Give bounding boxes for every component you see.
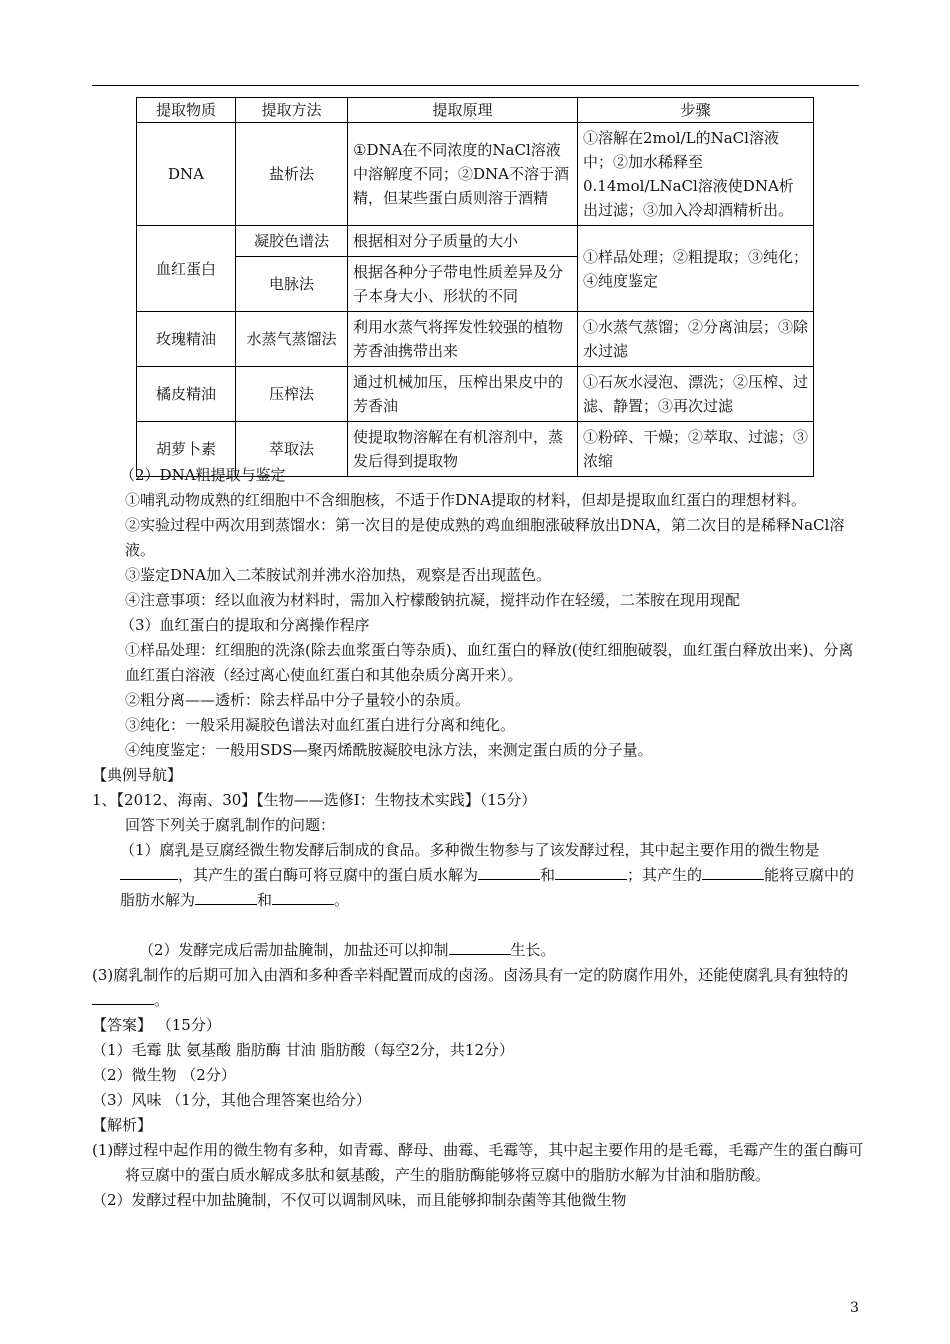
cell-substance-hemoglobin: 血红蛋白 (137, 226, 236, 312)
table-header-row (137, 98, 814, 123)
answer-2: （2）微生物 （2分） (92, 1066, 236, 1084)
answer-blank[interactable] (92, 988, 154, 1005)
q1-text-c: 和 (540, 866, 556, 884)
example-heading: 【典例导航】 (92, 766, 183, 784)
page-number: 3 (850, 1300, 859, 1316)
q1-text-f: 和 (257, 891, 273, 909)
analysis-1: (1)酵过程中起作用的微生物有多种，如青霉、酵母、曲霉、毛霉等，其中起主要作用的是毛霉，毛霉产生的蛋白酶可将豆腐中的蛋白质水解成多肽和氨基酸，产生的脂肪酶能够将豆腐中的脂肪水解为甘油和脂肪酸。 (92, 1141, 864, 1184)
cell-substance-dna: DNA (137, 123, 236, 226)
answer-blank[interactable] (587, 863, 627, 880)
cell-substance-orange: 橘皮精油 (137, 367, 236, 422)
dna-point-3: ③鉴定DNA加入二苯胺试剂并沸水浴加热，观察是否出现蓝色。 (125, 566, 551, 584)
dna-point-1: ①哺乳动物成熟的红细胞中不含细胞核，不适于作DNA提取的材料，但却是提取血红蛋白的理想材料。 (125, 491, 806, 509)
dna-point-4: ④注意事项：经以血液为材料时，需加入柠檬酸钠抗凝，搅拌动作在轻缓，二苯胺在现用现配 (125, 591, 741, 609)
cell-steps-orange: ①石灰水浸泡、漂洗；②压榨、过滤、静置；③再次过滤 (578, 367, 814, 422)
cell-principle-gel: 根据相对分子质量的大小 (348, 226, 578, 257)
cell-method-gel: 凝胶色谱法 (236, 226, 348, 257)
analysis-heading: 【解析】 (92, 1116, 153, 1134)
hb-point-3: ③纯化：一般采用凝胶色谱法对血红蛋白进行分离和纯化。 (125, 716, 516, 734)
answer-blank[interactable] (702, 863, 764, 880)
cell-steps-dna: ①溶解在2mol/L的NaCl溶液中；②加水稀释至0.14mol/LNaCl溶液使DNA析出过滤；③加入冷却酒精析出。 (578, 123, 814, 226)
question-1 (92, 838, 867, 913)
cell-steps-rose: ①水蒸气蒸馏；②分离油层；③除水过滤 (578, 312, 814, 367)
section-heading-dna: （2）DNA粗提取与鉴定 (120, 466, 286, 484)
q1-text-e: 能将豆腐中的脂肪水解为 (120, 866, 855, 909)
header-principle: 提取原理 (348, 98, 578, 123)
answer-3: （3）风味 （1分，其他合理答案也给分） (92, 1091, 371, 1109)
body-text (92, 463, 867, 1213)
hb-point-4: ④纯度鉴定：一般用SDS—聚丙烯酰胺凝胶电泳方法，来测定蛋白质的分子量。 (125, 741, 653, 759)
hb-point-1: ①样品处理：红细胞的洗涤(除去血浆蛋白等杂质)、血红蛋白的释放(使红细胞破裂，血红蛋白释放出来)、分离血红蛋白溶液（经过离心使血红蛋白和其他杂质分离开来）。 (125, 641, 854, 684)
cell-method-rose: 水蒸气蒸馏法 (236, 312, 348, 367)
table-row (137, 312, 814, 367)
question-source: 1、【2012、海南、30】【生物——选修I：生物技术实践】（15分） (92, 791, 537, 809)
header-substance: 提取物质 (137, 98, 236, 123)
table-row (137, 367, 814, 422)
answer-heading: 【答案】 （15分） (92, 1016, 221, 1034)
q2-text-a: （2）发酵完成后需加盐腌制，加盐还可以抑制 (139, 941, 449, 959)
answer-blank[interactable] (449, 938, 511, 955)
cell-method-carotene: 萃取法 (236, 422, 348, 477)
cell-steps-hemoglobin: ①样品处理；②粗提取；③纯化；④纯度鉴定 (578, 226, 814, 312)
answer-blank[interactable] (272, 888, 334, 905)
cell-method-orange: 压榨法 (236, 367, 348, 422)
cell-method-electro: 电脉法 (236, 257, 348, 312)
answer-1: （1）毛霉 肽 氨基酸 脂肪酶 甘油 脂肪酸（每空2分，共12分） (92, 1041, 515, 1059)
answer-blank[interactable] (478, 863, 540, 880)
dna-point-2: ②实验过程中两次用到蒸馏水：第一次目的是使成熟的鸡血细胞涨破释放出DNA，第二次目的是稀释NaCl溶液。 (125, 516, 845, 559)
cell-principle-dna: ①DNA在不同浓度的NaCl溶液中溶解度不同；②DNA不溶于酒精，但某些蛋白质则溶于酒精 (348, 123, 578, 226)
cell-principle-rose: 利用水蒸气将挥发性较强的植物芳香油携带出来 (348, 312, 578, 367)
answer-blank[interactable] (195, 888, 257, 905)
answer-blank[interactable] (555, 863, 587, 880)
cell-method-dna: 盐析法 (236, 123, 348, 226)
q3-text-a: (3)腐乳制作的后期可加入由酒和多种香辛料配置而成的卤汤。卤汤具有一定的防腐作用外，还能使腐乳具有独特的 (92, 966, 849, 984)
q3-text-b: 。 (154, 991, 170, 1009)
q1-text-g: 。 (334, 891, 350, 909)
q1-text-b: ，其产生的蛋白酶可将豆腐中的蛋白质水解为 (178, 866, 479, 884)
cell-principle-electro: 根据各种分子带电性质差异及分子本身大小、形状的不同 (348, 257, 578, 312)
q2-text-b: 生长。 (510, 941, 556, 959)
q1-text-d: ；其产生的 (627, 866, 703, 884)
table-row (137, 123, 814, 226)
question-intro: 回答下列关于腐乳制作的问题： (125, 816, 336, 834)
header-rule (92, 85, 859, 86)
question-3 (92, 963, 867, 1013)
cell-substance-carotene: 胡萝卜素 (137, 422, 236, 477)
extraction-table (136, 97, 814, 477)
table-row (137, 226, 814, 257)
section-heading-hemoglobin: （3）血红蛋白的提取和分离操作程序 (120, 616, 370, 634)
header-method: 提取方法 (236, 98, 348, 123)
cell-principle-orange: 通过机械加压，压榨出果皮中的芳香油 (348, 367, 578, 422)
cell-steps-carotene: ①粉碎、干燥；②萃取、过滤；③浓缩 (578, 422, 814, 477)
q1-text-a: （1）腐乳是豆腐经微生物发酵后制成的食品。多种微生物参与了该发酵过程，其中起主要作用的微生物是 (120, 841, 820, 859)
cell-substance-rose: 玫瑰精油 (137, 312, 236, 367)
cell-principle-carotene: 使提取物溶解在有机溶剂中，蒸发后得到提取物 (348, 422, 578, 477)
analysis-2: （2）发酵过程中加盐腌制，不仅可以调制风味，而且能够抑制杂菌等其他微生物 (92, 1191, 627, 1209)
question-2 (92, 938, 867, 963)
hb-point-2: ②粗分离——透析：除去样品中分子量较小的杂质。 (125, 691, 471, 709)
header-steps: 步骤 (578, 98, 814, 123)
answer-blank[interactable] (120, 863, 178, 880)
